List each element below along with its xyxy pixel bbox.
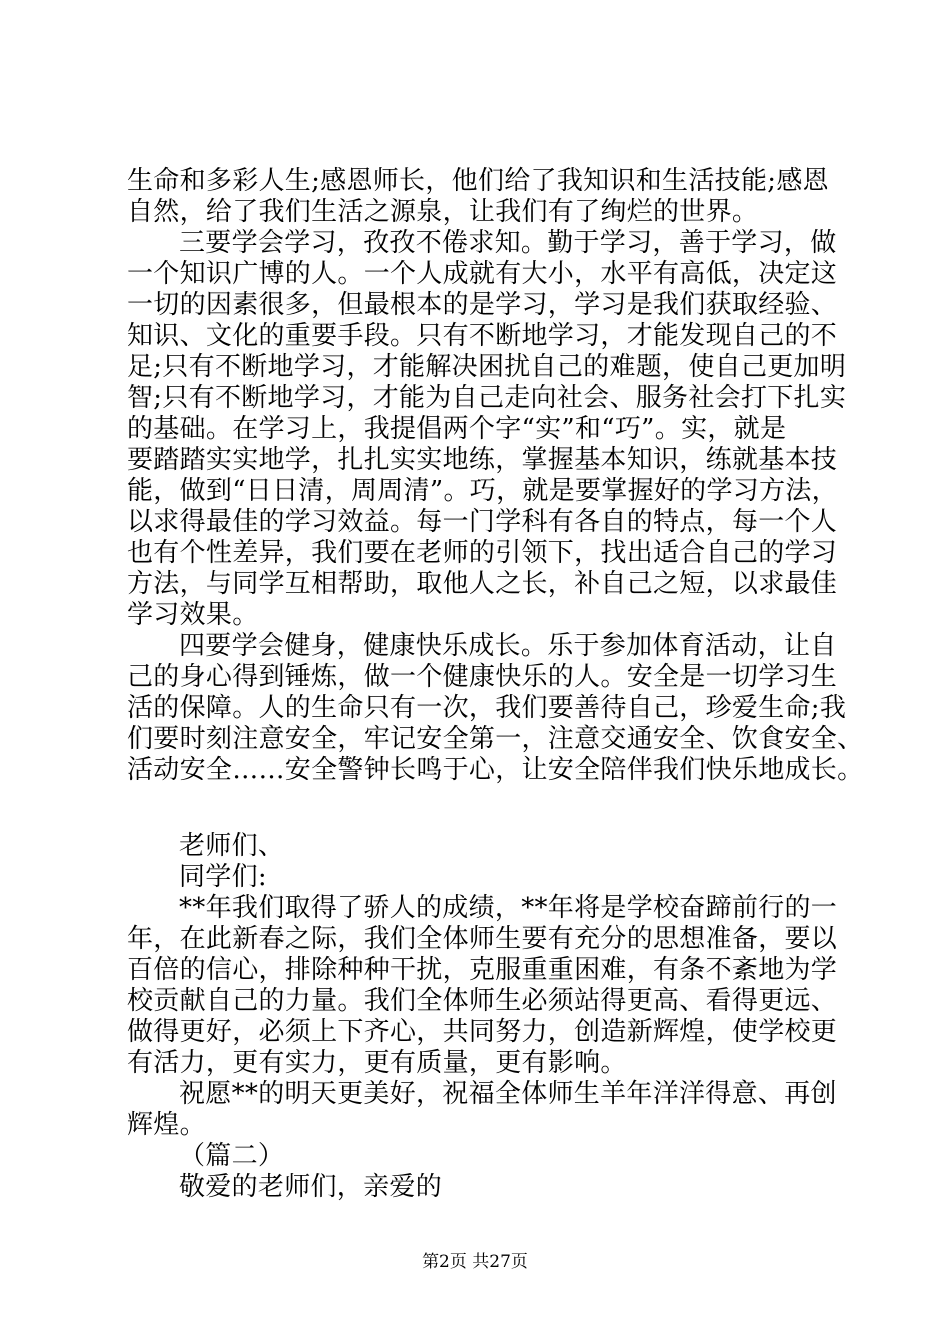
page-number-footer: 第2页 共27页 (422, 1252, 528, 1272)
text-line: 活动安全……安全警钟长鸣于心，让安全陪伴我们快乐地成长。 (127, 755, 864, 785)
paragraph-start: 四要学会健身，健康快乐成长。乐于参加体育活动，让自 (179, 631, 837, 661)
paragraph-start: 祝愿**的明天更美好，祝福全体师生羊年洋洋得意、再创 (179, 1079, 837, 1109)
salutation-line: 敬爱的老师们，亲爱的 (179, 1172, 443, 1202)
text-line: 要踏踏实实地学，扎扎实实地练，掌握基本知识，练就基本技 (127, 445, 838, 475)
paragraph-start: **年我们取得了骄人的成绩，**年将是学校奋蹄前行的一 (179, 893, 838, 923)
text-line: 活的保障。人的生命只有一次，我们要善待自己，珍爱生命;我 (127, 693, 847, 723)
text-line: 一个知识广博的人。一个人成就有大小，水平有高低，决定这 (127, 259, 838, 289)
text-line: 生命和多彩人生;感恩师长，他们给了我知识和生活技能;感恩 (127, 166, 829, 196)
text-line: 百倍的信心，排除种种干扰，克服重重困难，有条不紊地为学 (127, 955, 838, 985)
text-line: 辉煌。 (127, 1110, 206, 1140)
section-heading: （篇二） (179, 1141, 285, 1171)
text-line: 智;只有不断地学习，才能为自己走向社会、服务社会打下扎实 (127, 383, 847, 413)
text-line: 校贡献自己的力量。我们全体师生必须站得更高、看得更远、 (127, 986, 838, 1016)
text-line: 以求得最佳的学习效益。每一门学科有各自的特点，每一个人 (127, 507, 838, 537)
text-line: 知识、文化的重要手段。只有不断地学习，才能发现自己的不 (127, 321, 838, 351)
text-line: 学习效果。 (127, 600, 259, 630)
salutation-line: 同学们: (179, 862, 267, 892)
text-line: 能，做到“日日清，周周清”。巧，就是要掌握好的学习方法， (127, 476, 838, 506)
salutation-line: 老师们、 (179, 831, 285, 861)
paragraph-gap (127, 786, 833, 831)
text-line: 也有个性差异，我们要在老师的引领下，找出适合自己的学习 (127, 538, 838, 568)
text-line: 有活力，更有实力，更有质量，更有影响。 (127, 1048, 627, 1078)
text-line: 做得更好，必须上下齐心，共同努力，创造新辉煌，使学校更 (127, 1017, 838, 1047)
text-line: 一切的因素很多，但最根本的是学习，学习是我们获取经验、 (127, 290, 838, 320)
text-line: 自然，给了我们生活之源泉，让我们有了绚烂的世界。 (127, 197, 759, 227)
text-line: 足;只有不断地学习，才能解决困扰自己的难题，使自己更加明 (127, 352, 847, 382)
document-body (127, 166, 864, 1203)
text-line: 方法，与同学互相帮助，取他人之长，补自己之短，以求最佳 (127, 569, 838, 599)
text-line: 年，在此新春之际，我们全体师生要有充分的思想准备，要以 (127, 924, 838, 954)
text-line: 们要时刻注意安全，牢记安全第一，注意交通安全、饮食安全、 (127, 724, 864, 754)
text-line: 的基础。在学习上，我提倡两个字“实”和“巧”。实，就是 (127, 414, 787, 444)
text-line: 己的身心得到锤炼，做一个健康快乐的人。安全是一切学习生 (127, 662, 838, 692)
paragraph-start: 三要学会学习，孜孜不倦求知。勤于学习，善于学习，做 (179, 228, 837, 258)
